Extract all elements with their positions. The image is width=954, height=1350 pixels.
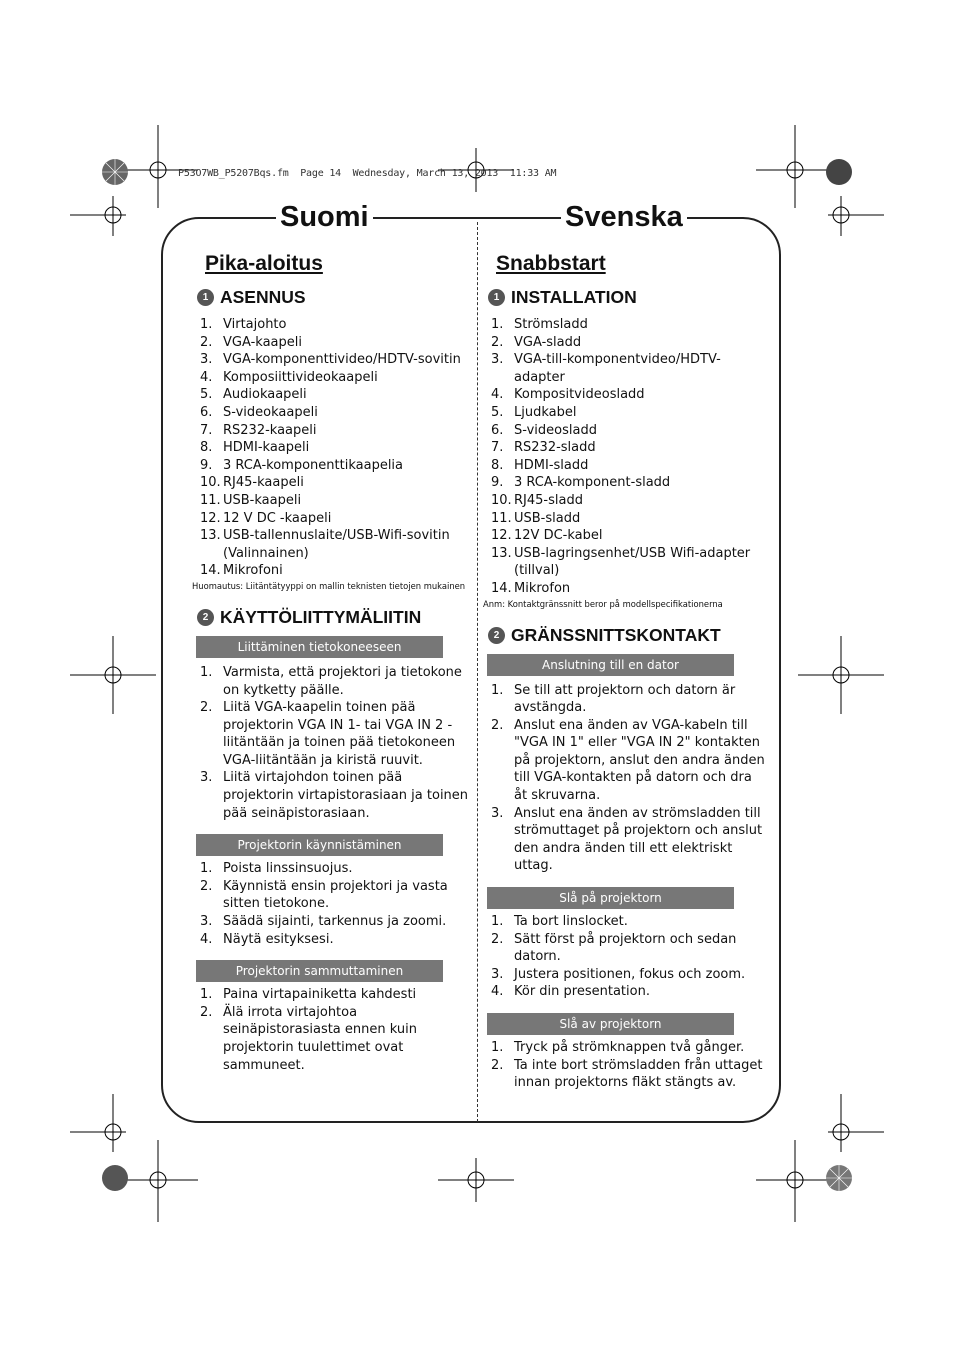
list-item-text: HDMI-kaapeli xyxy=(223,440,310,456)
list-item-number: 3. xyxy=(491,805,504,821)
list-item xyxy=(483,1057,768,1092)
list-item xyxy=(192,422,470,440)
quickstart-title: Snabbstart xyxy=(496,252,606,275)
quickstart-title: Pika-aloitus xyxy=(205,252,323,275)
list-item-number: 3. xyxy=(200,352,213,368)
list-item-number: 3. xyxy=(491,352,504,368)
step-number-icon: 1 xyxy=(488,289,505,306)
list-item xyxy=(483,805,768,875)
list-item-text: Liitä VGA-kaapelin toinen pää projektorin VGA IN 1- tai VGA IN 2 -liitäntään ja toinen pää tietokoneen VGA-liitäntään ja kiristä ruuvit. xyxy=(223,700,456,768)
column-finnish xyxy=(192,250,470,1074)
list-item xyxy=(192,439,470,457)
list-item-number: 2. xyxy=(491,334,504,350)
list-item-number: 12. xyxy=(200,510,221,526)
list-item-text: Sätt först på projektorn och sedan datorn. xyxy=(514,931,737,965)
step-number-icon: 2 xyxy=(488,627,505,644)
list-item-number: 9. xyxy=(491,475,504,491)
list-item-number: 1. xyxy=(200,987,213,1003)
list-item-text: 3 RCA-komponenttikaapelia xyxy=(223,457,404,473)
list-item-number: 1. xyxy=(200,861,213,877)
file-header: P53O7WB_P5207Bqs.fm Page 14 Wednesday, March 13, 2013 11:33 AM xyxy=(178,168,557,179)
list-item xyxy=(483,545,768,580)
list-item-text: Näytä esityksesi. xyxy=(223,931,334,947)
list-item xyxy=(483,474,768,492)
list-item-text: RJ45-sladd xyxy=(514,492,583,508)
list-item-number: 3. xyxy=(200,770,213,786)
subsection-bar: Projektorin käynnistäminen xyxy=(196,834,443,856)
list-item-number: 4. xyxy=(491,984,504,1000)
list-item-number: 5. xyxy=(491,404,504,420)
list-item xyxy=(192,351,470,369)
list-item-text: RS232-kaapeli xyxy=(223,422,317,438)
list-item-number: 2. xyxy=(200,334,213,350)
list-item-number: 10. xyxy=(491,492,512,508)
list-item-number: 11. xyxy=(200,492,221,508)
list-item xyxy=(192,457,470,475)
section-title: KÄYTTÖLIITTYMÄLIITIN xyxy=(220,607,422,628)
column-swedish xyxy=(483,250,768,1092)
footnote: Huomautus: Liitäntätyyppi on mallin teknisten tietojen mukainen xyxy=(192,580,466,591)
step-number-icon: 1 xyxy=(197,289,214,306)
list-item-number: 4. xyxy=(491,387,504,403)
list-item-text: Älä irrota virtajohtoa seinäpistorasiasta ennen kuin projektorin tuulettimet ovat sammuneet. xyxy=(223,1004,417,1073)
list-item-text: 12V DC-kabel xyxy=(514,528,603,544)
list-item-text: USB-sladd xyxy=(514,510,581,526)
section-title: INSTALLATION xyxy=(511,286,637,307)
list-item-number: 14. xyxy=(200,563,221,579)
list-item xyxy=(483,931,768,966)
list-item xyxy=(192,316,470,334)
list-item xyxy=(483,983,768,1001)
list-item-number: 2. xyxy=(200,1004,213,1020)
list-item xyxy=(192,878,470,913)
list-item xyxy=(483,422,768,440)
title-svenska: Svenska xyxy=(561,198,687,236)
section-interface-heading xyxy=(197,605,470,631)
list-item-text: VGA-sladd xyxy=(514,334,582,350)
list-item-text: Anslut ena änden av VGA-kabeln till "VGA IN 1" eller "VGA IN 2" kontakten på projektorn, anslut den andra änden till VGA-kontakten på datorn och dra åt skruvarna. xyxy=(514,717,765,804)
list-item-number: 2. xyxy=(491,1057,504,1073)
list-item xyxy=(192,386,470,404)
list-item xyxy=(483,457,768,475)
list-item xyxy=(483,439,768,457)
list-item xyxy=(192,334,470,352)
list-item-text: 12 V DC -kaapeli xyxy=(223,510,332,526)
connect-steps xyxy=(483,682,768,876)
list-item-number: 1. xyxy=(491,317,504,332)
list-item-text: Audiokaapeli xyxy=(223,387,307,403)
list-item xyxy=(192,404,470,422)
cable-list xyxy=(192,316,470,580)
list-item-text: Ljudkabel xyxy=(514,404,577,420)
list-item xyxy=(483,580,768,598)
list-item xyxy=(483,386,768,404)
subsection-bar: Slå av projektorn xyxy=(487,1013,734,1035)
list-item xyxy=(483,682,768,717)
list-item-text: Anslut ena änden av strömsladden till strömuttaget på projektorn och anslut den andra änden till ett elektriskt uttag. xyxy=(514,805,763,874)
list-item-number: 4. xyxy=(200,931,213,947)
list-item-number: 1. xyxy=(491,1040,504,1055)
section-installation-heading xyxy=(488,284,768,310)
step-number-icon: 2 xyxy=(197,609,214,626)
list-item-number: 1. xyxy=(491,682,504,698)
section-installation-heading xyxy=(197,284,470,310)
list-item xyxy=(192,986,470,1004)
list-item-text: Mikrofoni xyxy=(223,563,283,579)
list-item-number: 2. xyxy=(200,700,213,716)
subsection-bar: Slå på projektorn xyxy=(487,887,734,909)
list-item-number: 2. xyxy=(491,717,504,733)
list-item xyxy=(192,369,470,387)
list-item-number: 1. xyxy=(200,664,213,680)
list-item-text: Käynnistä ensin projektori ja vasta sitten tietokone. xyxy=(223,878,448,912)
list-item-text: S-videosladd xyxy=(514,422,597,438)
list-item xyxy=(483,913,768,931)
list-item-number: 8. xyxy=(491,457,504,473)
list-item-text: Varmista, että projektori ja tietokone on kytketty päälle. xyxy=(223,664,462,698)
list-item-text: Poista linssinsuojus. xyxy=(223,861,353,877)
list-item-text: Kör din presentation. xyxy=(514,984,650,1000)
list-item-text: Justera positionen, fokus och zoom. xyxy=(514,966,746,982)
list-item-text: 3 RCA-komponent-sladd xyxy=(514,475,671,491)
list-item-text: HDMI-sladd xyxy=(514,457,589,473)
list-item-text: Kompositvideosladd xyxy=(514,387,645,403)
list-item-number: 2. xyxy=(491,931,504,947)
list-item-number: 14. xyxy=(491,580,512,596)
list-item xyxy=(192,474,470,492)
list-item xyxy=(483,966,768,984)
list-item-number: 6. xyxy=(491,422,504,438)
list-item xyxy=(483,492,768,510)
list-item-text: RJ45-kaapeli xyxy=(223,475,304,491)
list-item-number: 7. xyxy=(491,440,504,456)
list-item-text: USB-tallennuslaite/USB-Wifi-sovitin (Valinnainen) xyxy=(223,528,450,561)
list-item-number: 5. xyxy=(200,387,213,403)
list-item xyxy=(192,931,470,949)
title-suomi: Suomi xyxy=(276,198,373,236)
list-item-number: 12. xyxy=(491,528,512,544)
list-item-number: 3. xyxy=(491,966,504,982)
power-on-steps xyxy=(192,860,470,948)
list-item-number: 13. xyxy=(491,545,512,561)
list-item-number: 3. xyxy=(200,914,213,930)
list-item-number: 13. xyxy=(200,528,221,544)
list-item-number: 6. xyxy=(200,404,213,420)
power-on-steps xyxy=(483,913,768,1001)
list-item-number: 2. xyxy=(200,878,213,894)
column-divider xyxy=(477,222,478,1122)
list-item xyxy=(192,492,470,510)
power-off-steps xyxy=(483,1039,768,1092)
footnote: Anm: Kontaktgränssnitt beror på modellspecifikationerna xyxy=(483,598,723,609)
list-item xyxy=(192,510,470,528)
list-item xyxy=(483,510,768,528)
list-item xyxy=(192,913,470,931)
list-item xyxy=(483,351,768,386)
list-item xyxy=(483,316,768,334)
list-item-number: 10. xyxy=(200,475,221,491)
list-item-text: RS232-sladd xyxy=(514,440,596,456)
list-item-text: Virtajohto xyxy=(223,317,287,332)
subsection-bar: Anslutning till en dator xyxy=(487,654,734,676)
list-item-text: Ta bort linslocket. xyxy=(514,914,628,930)
list-item xyxy=(192,1004,470,1074)
subsection-bar: Liittäminen tietokoneeseen xyxy=(196,636,443,658)
list-item-text: S-videokaapeli xyxy=(223,404,318,420)
list-item-text: Tryck på strömknappen två gånger. xyxy=(514,1040,745,1055)
list-item-number: 7. xyxy=(200,422,213,438)
list-item-number: 1. xyxy=(200,317,213,332)
list-item xyxy=(483,334,768,352)
list-item-number: 9. xyxy=(200,457,213,473)
list-item-text: Mikrofon xyxy=(514,580,571,596)
list-item xyxy=(192,664,470,699)
list-item xyxy=(192,860,470,878)
list-item-text: Komposiittivideokaapeli xyxy=(223,369,378,385)
cable-list xyxy=(483,316,768,598)
list-item-text: Liitä virtajohdon toinen pää projektorin virtapistorasiaan ja toinen pää seinäpistorasiaan. xyxy=(223,770,469,821)
list-item-text: VGA-till-komponentvideo/HDTV-adapter xyxy=(514,352,721,385)
list-item-text: VGA-kaapeli xyxy=(223,334,302,350)
section-interface-heading xyxy=(488,623,768,649)
list-item xyxy=(483,1039,768,1057)
list-item xyxy=(192,699,470,769)
list-item-text: Säädä sijainti, tarkennus ja zoomi. xyxy=(223,914,447,930)
list-item xyxy=(192,562,470,580)
section-title: GRÄNSSNITTSKONTAKT xyxy=(511,625,721,645)
list-item xyxy=(192,769,470,822)
list-item-number: 4. xyxy=(200,369,213,385)
list-item xyxy=(483,527,768,545)
connect-steps xyxy=(192,664,470,822)
list-item-text: USB-lagringsenhet/USB Wifi-adapter (tillval) xyxy=(514,545,751,579)
list-item-number: 11. xyxy=(491,510,512,526)
list-item xyxy=(483,404,768,422)
list-item-number: 1. xyxy=(491,914,504,930)
section-title: ASENNUS xyxy=(220,286,306,307)
list-item-text: Se till att projektorn och datorn är avstängda. xyxy=(514,682,736,716)
list-item-text: VGA-komponenttivideo/HDTV-sovitin xyxy=(223,352,461,368)
list-item-text: Strömsladd xyxy=(514,317,588,332)
list-item xyxy=(483,717,768,805)
list-item-text: USB-kaapeli xyxy=(223,492,302,508)
list-item-number: 8. xyxy=(200,440,213,456)
list-item-text: Paina virtapainiketta kahdesti xyxy=(223,987,417,1003)
list-item-text: Ta inte bort strömsladden från uttaget innan projektorns fläkt stängts av. xyxy=(514,1057,763,1091)
power-off-steps xyxy=(192,986,470,1074)
subsection-bar: Projektorin sammuttaminen xyxy=(196,960,443,982)
list-item xyxy=(192,527,470,562)
